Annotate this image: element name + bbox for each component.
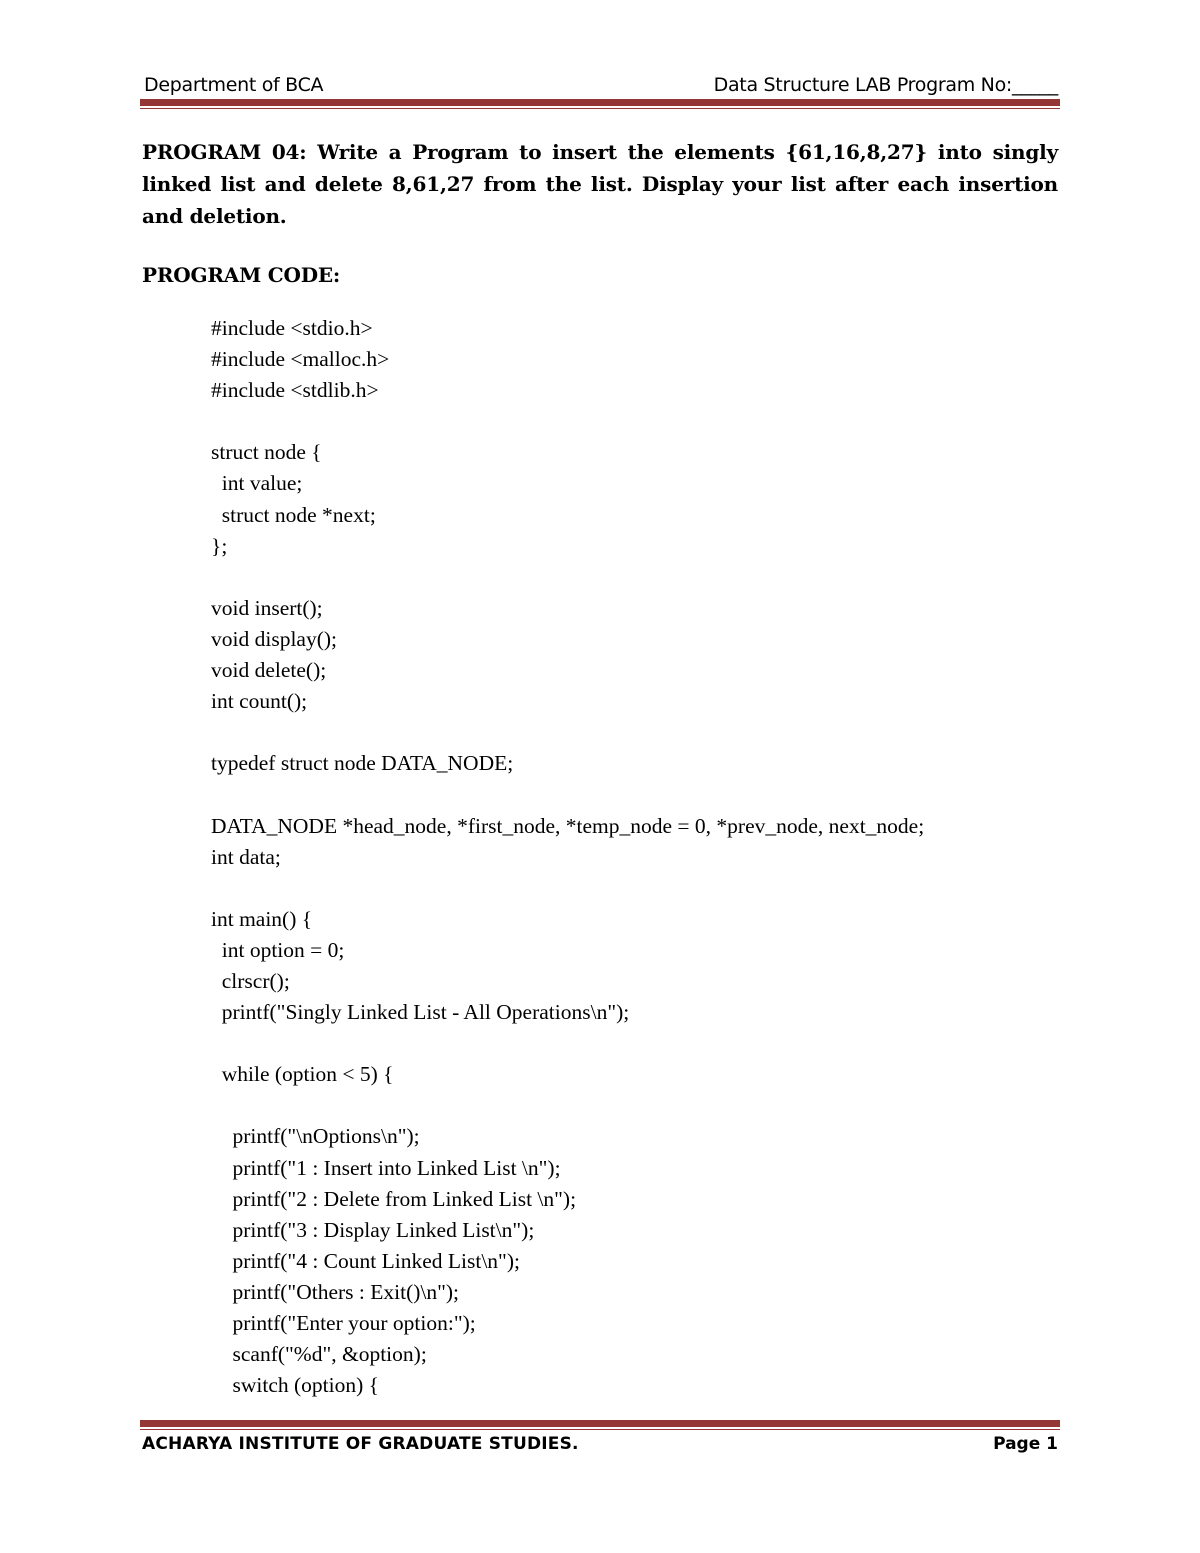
page-number: Page 1 bbox=[993, 1434, 1058, 1454]
code-line: #include <malloc.h> bbox=[211, 347, 390, 372]
page-header bbox=[144, 72, 1058, 100]
code-line: printf("Enter your option:"); bbox=[211, 1311, 476, 1335]
code-line: int option = 0; bbox=[211, 937, 345, 962]
code-line: struct node { bbox=[211, 440, 322, 465]
header-rule bbox=[140, 99, 1060, 106]
code-line: printf("Others : Exit()\n"); bbox=[211, 1279, 460, 1304]
code-line: printf("4 : Count Linked List\n"); bbox=[211, 1248, 520, 1273]
code-line: int data; bbox=[211, 844, 281, 869]
code-line bbox=[211, 1028, 1051, 1059]
code-line: scanf("%d", &option); bbox=[211, 1342, 427, 1367]
program-code-heading: PROGRAM CODE: bbox=[142, 263, 341, 287]
code-line: #include <stdio.h> bbox=[211, 316, 373, 340]
code-line bbox=[211, 1090, 1051, 1121]
code-line bbox=[211, 873, 1051, 904]
code-line: printf("Singly Linked List - All Operations\n"); bbox=[211, 1000, 630, 1025]
code-line bbox=[211, 406, 1051, 437]
program-statement: PROGRAM 04: Write a Program to insert the elements {61,16,8,27} into singly linked list and delete 8,61,27 from the list. Display your list after each insertion and deletion. bbox=[142, 140, 1058, 228]
code-line: printf("1 : Insert into Linked List \n"); bbox=[211, 1155, 561, 1180]
code-line: printf("\nOptions\n"); bbox=[211, 1124, 420, 1149]
code-line bbox=[211, 717, 1051, 748]
page-footer bbox=[142, 1432, 1058, 1460]
code-line: void insert(); bbox=[211, 595, 323, 620]
header-lab-program: Data Structure LAB Program No:_____ bbox=[713, 74, 1058, 96]
footer-institute: ACHARYA INSTITUTE OF GRADUATE STUDIES. bbox=[142, 1434, 579, 1454]
code-line: struct node *next; bbox=[211, 502, 376, 527]
header-rule-thin bbox=[140, 108, 1060, 109]
code-line: printf("3 : Display Linked List\n"); bbox=[211, 1217, 535, 1242]
code-line: int value; bbox=[211, 471, 303, 496]
code-line: void display(); bbox=[211, 626, 337, 651]
code-line: int main() { bbox=[211, 906, 313, 931]
code-block bbox=[211, 313, 1051, 1401]
footer-rule bbox=[140, 1420, 1060, 1427]
code-line: while (option < 5) { bbox=[211, 1062, 394, 1087]
code-line: typedef struct node DATA_NODE; bbox=[211, 751, 514, 776]
code-line: switch (option) { bbox=[211, 1373, 379, 1398]
code-line: DATA_NODE *head_node, *first_node, *temp_node = 0, *prev_node, next_node; bbox=[211, 813, 925, 838]
code-line: }; bbox=[211, 533, 228, 558]
footer-rule-thin bbox=[140, 1429, 1060, 1430]
code-line: #include <stdlib.h> bbox=[211, 378, 379, 403]
header-department: Department of BCA bbox=[144, 74, 324, 96]
code-line bbox=[211, 562, 1051, 593]
code-line: void delete(); bbox=[211, 658, 327, 683]
code-line bbox=[211, 779, 1051, 810]
code-line: clrscr(); bbox=[211, 968, 290, 993]
code-line: printf("2 : Delete from Linked List \n"); bbox=[211, 1186, 577, 1211]
code-line: int count(); bbox=[211, 689, 308, 714]
